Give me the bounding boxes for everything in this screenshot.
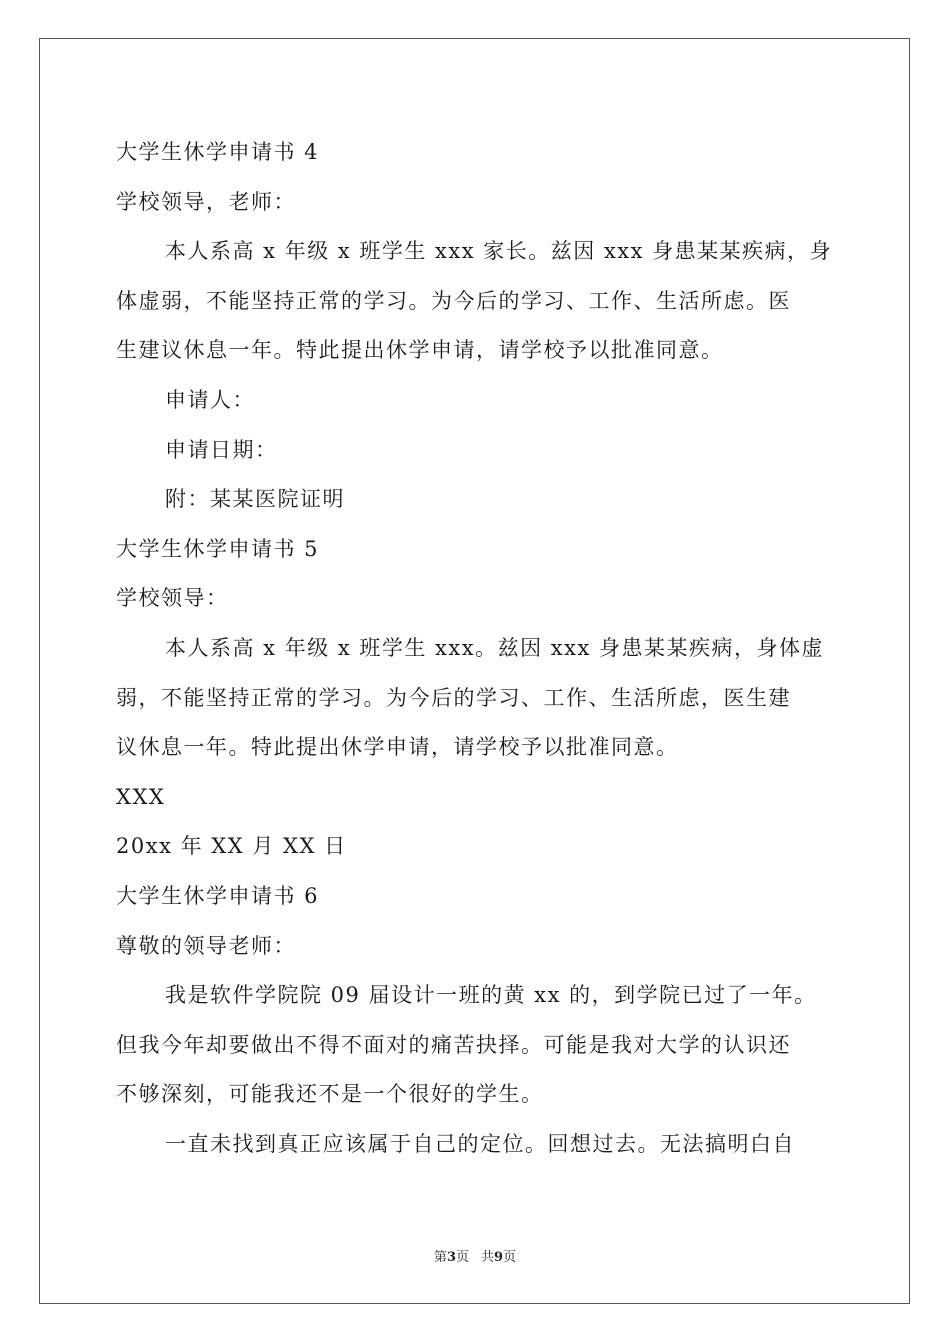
signature-name: XXX	[116, 784, 166, 809]
total-suffix: 页	[503, 1250, 517, 1265]
salutation: 尊敬的领导老师：	[116, 933, 296, 958]
page-suffix: 页	[455, 1250, 469, 1265]
paragraph-line: 议休息一年。特此提出休学申请，请学校予以批准同意。	[116, 735, 679, 760]
application-date-label: 申请日期：	[165, 437, 278, 462]
attachment-note: 附：某某医院证明	[165, 487, 345, 512]
paragraph-line: 弱，不能坚持正常的学习。为今后的学习、工作、生活所虑，医生建	[116, 685, 791, 710]
section-title: 大学生休学申请书 6	[116, 883, 320, 908]
paragraph-line: 一直未找到真正应该属于自己的定位。回想过去。无法搞明白自	[165, 1131, 795, 1156]
paragraph-line: 但我今年却要做出不得不面对的痛苦抉择。可能是我对大学的认识还	[116, 1032, 791, 1057]
salutation: 学校领导：	[116, 586, 229, 611]
total-pages: 9	[494, 1250, 504, 1265]
applicant-label: 申请人：	[165, 387, 255, 412]
page-number: 3	[446, 1250, 456, 1265]
section-title: 大学生休学申请书 5	[116, 536, 320, 561]
paragraph-line: 本人系高 x 年级 x 班学生 xxx 家长。兹因 xxx 身患某某疾病，身	[165, 239, 833, 264]
paragraph-line: 本人系高 x 年级 x 班学生 xxx。兹因 xxx 身患某某疾病，身体虚	[165, 635, 824, 660]
paragraph-line: 生建议休息一年。特此提出休学申请，请学校予以批准同意。	[116, 338, 724, 363]
total-prefix: 共	[481, 1250, 495, 1265]
salutation: 学校领导，老师：	[116, 189, 296, 214]
document-body	[116, 128, 834, 1169]
page-prefix: 第	[433, 1250, 447, 1265]
section-title: 大学生休学申请书 4	[116, 140, 320, 164]
paragraph-line: 体虚弱，不能坚持正常的学习。为今后的学习、工作、生活所虑。医	[116, 288, 791, 313]
paragraph-line: 不够深刻，可能我还不是一个很好的学生。	[116, 1082, 544, 1107]
paragraph-line: 我是软件学院院 09 届设计一班的黄 xx 的，到学院已过了一年。	[165, 983, 817, 1008]
page-footer	[0, 1246, 950, 1265]
signature-date: 20xx 年 XX 月 XX 日	[116, 834, 347, 859]
